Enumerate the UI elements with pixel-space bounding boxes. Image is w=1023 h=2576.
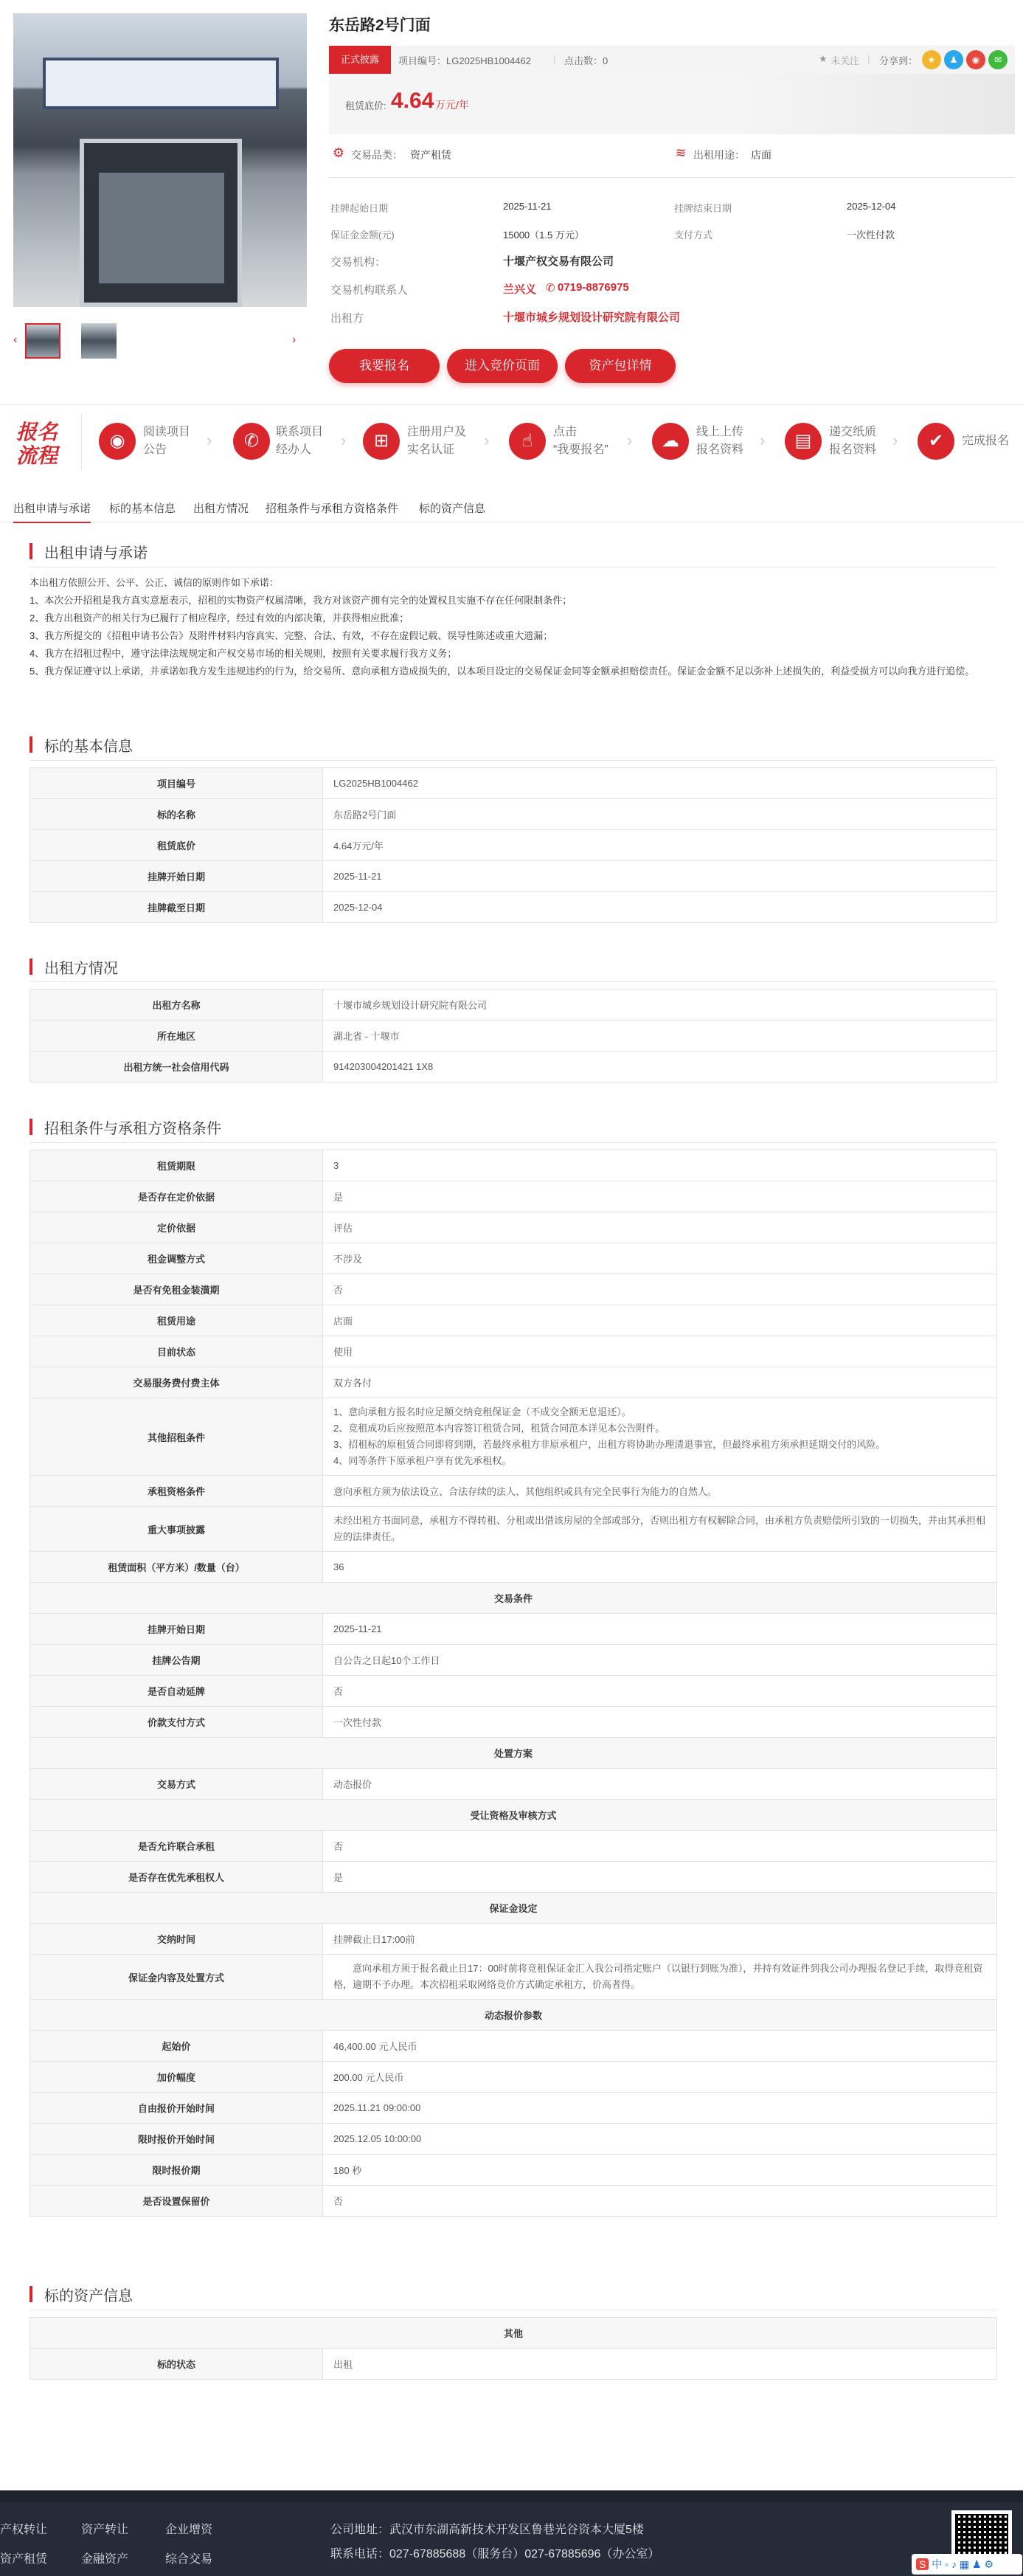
process-logo: 报名 流程	[16, 421, 58, 467]
start-date: 2025-11-21	[503, 201, 552, 212]
table-row: 承租资格条件 意向承租方须为依法设立、合法存续的法人、其他组织或具有完全民事行为能力的自然人。	[30, 1476, 997, 1507]
next-thumb-arrow[interactable]: ›	[292, 334, 297, 346]
footer-link[interactable]: 资产租赁	[0, 2553, 48, 2566]
table-row: 标的状态 出租	[30, 2349, 997, 2380]
document-icon: ▤	[785, 423, 822, 460]
usage-icon: ≋	[675, 145, 687, 160]
payment-label: 支付方式	[674, 229, 713, 241]
chevron-icon: ›	[207, 431, 212, 449]
tab-asset-info[interactable]: 标的资产信息	[419, 503, 486, 515]
section-title: 标的资产信息	[44, 2288, 133, 2304]
chevron-icon: ›	[892, 431, 898, 449]
table-row: 是否允许联合承租 否	[30, 1831, 997, 1862]
section-title: 出租方情况	[44, 961, 118, 977]
tab-conditions[interactable]: 招租条件与承租方资格条件	[266, 503, 399, 515]
table-row: 租赁用途 店面	[30, 1305, 997, 1336]
table-row: 价款支付方式 一次性付款	[30, 1707, 997, 1738]
table-row: 项目编号 LG2025HB1004462	[30, 768, 997, 799]
table-row: 目前状态 使用	[30, 1336, 997, 1367]
table-row: 租赁面积（平方米）/数量（台） 36	[30, 1552, 997, 1583]
table-row: 挂牌开始日期 2025-11-21	[30, 1614, 997, 1645]
table-row: 是否设置保留价 否	[30, 2186, 997, 2217]
lessor: 十堰市城乡规划设计研究院有限公司	[503, 311, 681, 324]
weibo-share-icon[interactable]: ◉	[966, 50, 985, 69]
process-step: 线上上传 报名资料	[696, 426, 744, 456]
tab-lessor[interactable]: 出租方情况	[193, 503, 249, 515]
trade-category-label: 交易品类：	[351, 149, 403, 161]
table-subheader: 交易条件	[30, 1583, 997, 1614]
table-row: 限时报价开始时间 2025.12.05 10:00:00	[30, 2124, 997, 2155]
table-row: 定价依据 评估	[30, 1212, 997, 1243]
phone-call-icon: ✆	[233, 423, 270, 460]
tab-commitment[interactable]: 出租申请与承诺	[13, 500, 91, 523]
wechat-share-icon[interactable]: ✉	[988, 50, 1008, 69]
table-subheader: 动态报价参数	[30, 2000, 997, 2031]
commitment-text: 本出租方依照公开、公平、公正、诚信的原则作如下承诺： 1、本次公开招租是我方真实意愿表示，招租的实物资产权属清晰，我方对该资产拥有完全的处置权且实施不存在任何限制条件； 2、我方出租资产的相关行为已履行了相应程序，经过有效的内部决策，并获得相应批准； 3、我方所提交的《招租申请书公告》及附件材料内容真实、完整、合法、有效，不存在虚假记载、误导性陈述或重大遗漏； 4、我方在招租过程中，遵守法律法规规定和产权交易市场的相关规则，按照有关要求履行我方义务； 5、我方保证遵守以上承诺，并承诺如我方发生违规违约的行为，给交易所、意向承租方造成损失的，以本项目设定的交易保证金同等金额承担赔偿责任。保证金金额不足以弥补上述损失的，利益受损方可以向我方进行追偿。	[30, 577, 975, 677]
table-row: 自由报价开始时间 2025.11.21 09:00:00	[30, 2093, 997, 2124]
table-row: 重大事项披露 未经出租方书面同意，承租方不得转租、分租或出借该房屋的全部或部分，否则出租方有权解除合同，由承租方负责赔偿所引致的一切损失，并由其承担相应的法律责任。	[30, 1507, 997, 1552]
section-title: 出租申请与承诺	[44, 545, 148, 562]
price-label: 租赁底价:	[345, 100, 386, 111]
lessor-table	[30, 989, 997, 1082]
table-row: 出租方统一社会信用代码 914203004201421 1X8	[30, 1052, 997, 1082]
follow-button[interactable]: 未关注	[830, 55, 860, 66]
table-row: 是否有免租金装潢期 否	[30, 1274, 997, 1305]
section-title: 标的基本信息	[44, 739, 133, 755]
listing-photo[interactable]	[13, 13, 307, 307]
table-row: 是否存在定价依据 是	[30, 1181, 997, 1212]
check-icon: ✔	[918, 423, 954, 460]
usage-label: 出租用途：	[693, 149, 745, 161]
tab-basic-info[interactable]: 标的基本信息	[109, 503, 176, 515]
ime-toolbar: S 中 ◦ ♪ ▦ ♟ ⚙	[912, 2554, 1022, 2575]
prev-thumb-arrow[interactable]: ‹	[13, 334, 18, 346]
table-row: 出租方名称 十堰市城乡规划设计研究院有限公司	[30, 990, 997, 1021]
footer-address: 公司地址：武汉市东湖高新技术开发区鲁巷光谷资本大厦5楼	[330, 2524, 644, 2536]
lessor-label: 出租方	[330, 312, 364, 325]
table-subheader: 受让资格及审核方式	[30, 1800, 997, 1831]
agency: 十堰产权交易有限公司	[503, 255, 614, 268]
qzone-share-icon[interactable]: ★	[922, 50, 941, 69]
table-row: 是否存在优先承租权人 是	[30, 1862, 997, 1893]
process-step: 联系项目 经办人	[276, 426, 324, 456]
chevron-icon: ›	[760, 431, 766, 449]
process-step: 点击 “我要报名”	[553, 426, 608, 456]
table-row: 交纳时间 挂牌截止日17:00前	[30, 1924, 997, 1955]
status-badge: 正式披露	[329, 46, 391, 74]
table-row: 起始价 46,400.00 元人民币	[30, 2031, 997, 2062]
table-row: 所在地区 湖北省 - 十堰市	[30, 1021, 997, 1052]
asset-package-button[interactable]: 资产包详情	[565, 349, 676, 383]
table-subheader: 保证金设定	[30, 1893, 997, 1924]
process-step: 阅读项目 公告	[143, 426, 191, 456]
table-row: 挂牌开始日期 2025-11-21	[30, 861, 997, 892]
trade-category: 资产租赁	[410, 149, 451, 161]
table-row: 限时报价期 180 秒	[30, 2155, 997, 2186]
contact-label: 交易机构联系人	[330, 284, 409, 297]
table-row: 其他招租条件 1、意向承租方报名时应足额交纳竞租保证金（不成交全额无息退还）。 2、竞租成功后应按照范本内容签订租赁合同，租赁合同范本详见本公告附件。 3、招租标的原租赁合同即将到期，若最终承租方非原承租户，出租方将协助办理清退事宜，但最终承租方须承担延期交付的风险。 4、同等条件下原承租户享有优先承租权。	[30, 1398, 997, 1476]
thumbnail[interactable]	[25, 323, 60, 359]
register-button[interactable]: 我要报名	[329, 349, 440, 383]
agency-label: 交易机构：	[330, 256, 386, 269]
section-title: 招租条件与承租方资格条件	[44, 1121, 221, 1137]
process-step: 完成报名	[962, 435, 1010, 447]
table-row: 加价幅度 200.00 元人民币	[30, 2062, 997, 2093]
end-date-label: 挂牌结束日期	[674, 203, 732, 214]
star-icon[interactable]: ★	[819, 53, 828, 64]
contact-phone: 0719-8876975	[558, 281, 629, 294]
thumbnail[interactable]	[81, 323, 117, 359]
read-notice-icon: ◉	[99, 423, 136, 460]
deposit-label: 保证金金额(元)	[330, 229, 395, 241]
footer-link[interactable]: 金融资产	[81, 2553, 129, 2566]
conditions-table	[30, 1150, 997, 2217]
price-value: 4.64	[391, 89, 434, 113]
asset-table	[30, 2317, 997, 2380]
table-subheader: 处置方案	[30, 1738, 997, 1769]
table-row: 租赁底价 4.64万元/年	[30, 830, 997, 861]
footer-phone: 联系电话：027-67885688（服务台）027-67885696（办公室）	[330, 2548, 660, 2561]
price-unit: 万元/年	[435, 99, 469, 111]
category-icon: ⚙	[332, 145, 345, 160]
footer-link[interactable]: 产权转让	[0, 2524, 48, 2536]
table-row: 标的名称 东岳路2号门面	[30, 799, 997, 830]
chevron-icon: ›	[484, 431, 490, 449]
table-row: 租赁期限 3	[30, 1150, 997, 1181]
footer-link[interactable]: 综合交易	[165, 2553, 213, 2566]
upload-icon: ☁	[652, 423, 689, 460]
table-row: 挂牌截至日期 2025-12-04	[30, 892, 997, 923]
table-row: 交易服务费付费主体 双方各付	[30, 1367, 997, 1398]
process-step: 注册用户及 实名认证	[407, 426, 467, 456]
start-date-label: 挂牌起始日期	[330, 203, 389, 214]
table-row: 交易方式 动态报价	[30, 1769, 997, 1800]
click-hand-icon: ☝	[509, 423, 546, 460]
click-count: 点击数：0	[564, 55, 608, 66]
deposit: 15000（1.5 万元）	[503, 229, 584, 241]
payment: 一次性付款	[847, 229, 895, 241]
id-card-icon: ⊞	[363, 423, 400, 460]
contact-name: 兰兴义	[503, 283, 537, 296]
usage: 店面	[751, 149, 771, 161]
footer-link[interactable]: 资产转让	[81, 2524, 129, 2536]
table-row: 保证金内容及处置方式 意向承租方须于报名截止日17：00时前将竞租保证金汇入我公司指定账户（以银行到账为准），并持有效证件到我公司办理报名登记手续，取得竞租资格，逾期不予办理。本次招租采取网络竞价方式确定承租方，价高者得。	[30, 1955, 997, 2000]
footer-link[interactable]: 企业增资	[165, 2524, 213, 2536]
project-number: 项目编号：LG2025HB1004462	[398, 55, 531, 66]
basic-info-table	[30, 767, 997, 923]
table-row: 是否自动延牌 否	[30, 1676, 997, 1707]
chevron-icon: ›	[341, 431, 347, 449]
table-subheader: 其他	[30, 2318, 997, 2349]
listing-title: 东岳路2号门面	[329, 17, 431, 34]
phone-icon: ✆	[546, 282, 555, 294]
end-date: 2025-12-04	[847, 201, 896, 212]
table-row: 挂牌公告期 自公告之日起10个工作日	[30, 1645, 997, 1676]
enter-bidding-button[interactable]: 进入竞价页面	[447, 349, 558, 383]
chevron-icon: ›	[627, 431, 633, 449]
share-label: 分享到：	[879, 55, 918, 66]
ime-logo-icon: S	[916, 2558, 929, 2570]
process-step: 递交纸质 报名资料	[829, 426, 877, 456]
table-row: 租金调整方式 不涉及	[30, 1243, 997, 1274]
qq-share-icon[interactable]: ♟	[944, 50, 963, 69]
